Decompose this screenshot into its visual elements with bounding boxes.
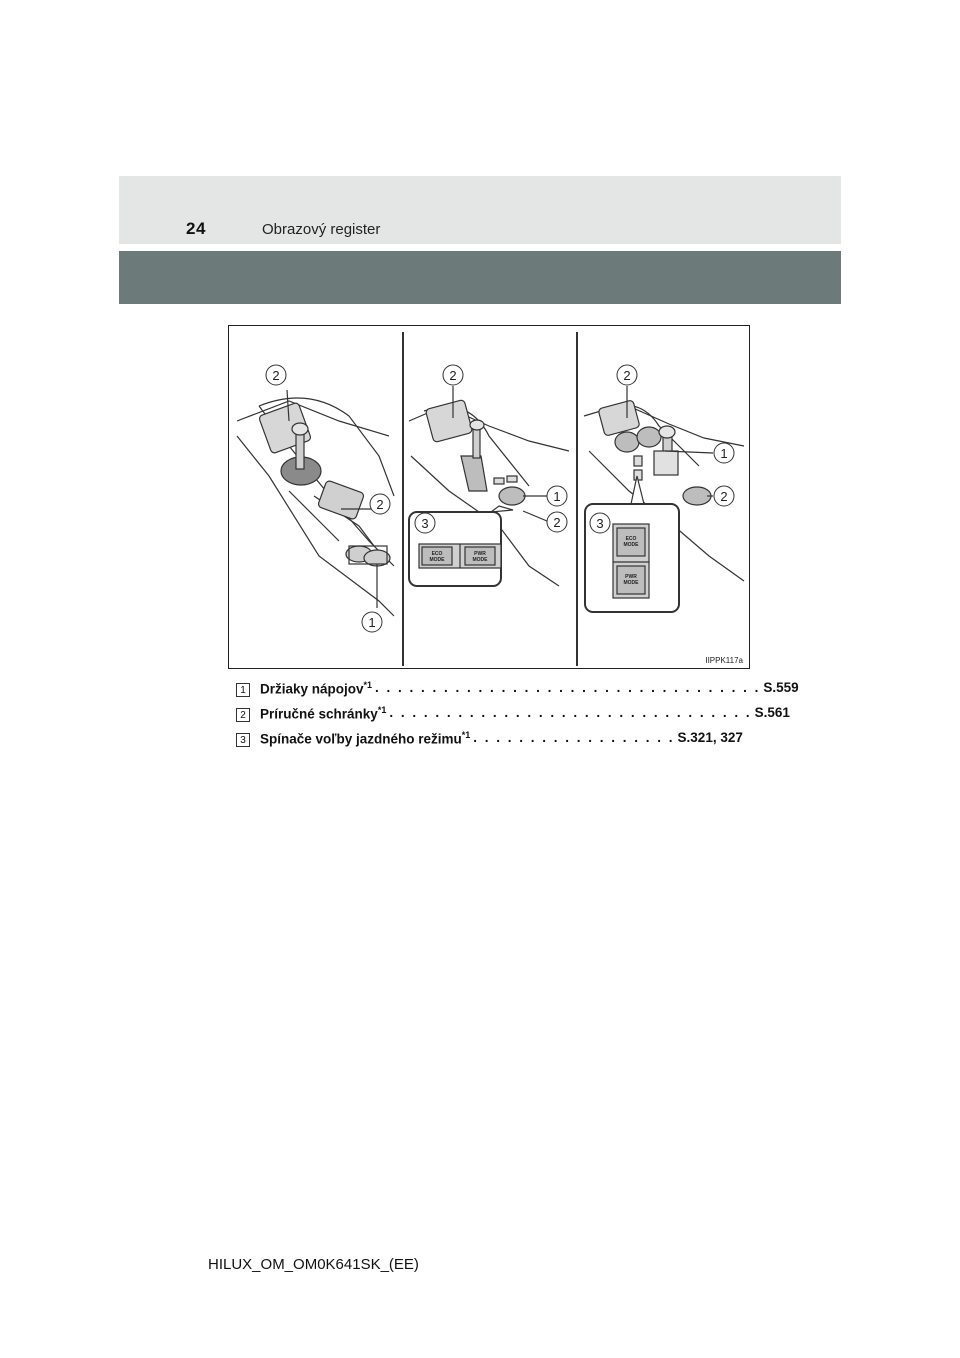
legend-note: *1 bbox=[363, 680, 373, 690]
callout-2b: 2 bbox=[376, 497, 384, 512]
legend-number: 3 bbox=[236, 733, 250, 747]
section-divider-bar bbox=[119, 251, 841, 304]
eco-switch-label-v: ECO bbox=[625, 536, 637, 542]
header-band bbox=[119, 176, 841, 244]
figure-legend bbox=[236, 680, 799, 755]
eco-mode-label: MODE bbox=[429, 557, 445, 563]
eco-switch-label: ECO bbox=[431, 551, 443, 557]
legend-dots: . . . . . . . . . . . . . . . . . . . . . . . . . . . . . . . . bbox=[389, 705, 752, 720]
legend-number: 1 bbox=[236, 683, 250, 697]
figure-code: IIPPK117a bbox=[705, 656, 743, 665]
callout-2c: 2 bbox=[449, 368, 457, 383]
callout-2f: 2 bbox=[720, 489, 728, 504]
callout-2a: 2 bbox=[272, 368, 280, 383]
callout-2d: 2 bbox=[553, 515, 561, 530]
legend-row bbox=[236, 680, 799, 705]
legend-page-ref: S.559 bbox=[763, 680, 799, 695]
legend-dots: . . . . . . . . . . . . . . . . . . . . . . . . . . . . . . . . . . bbox=[375, 680, 761, 695]
console-illustration bbox=[228, 325, 750, 669]
page-number: 24 bbox=[186, 219, 206, 238]
legend-label: Spínače voľby jazdného režimu bbox=[260, 731, 462, 747]
pwr-mode-label: MODE bbox=[472, 557, 488, 563]
callout-3b: 3 bbox=[596, 516, 604, 531]
pwr-switch-label-v: PWR bbox=[625, 574, 637, 580]
pwr-switch-label: PWR bbox=[474, 551, 486, 557]
legend-note: *1 bbox=[461, 730, 471, 740]
legend-row bbox=[236, 730, 743, 755]
eco-mode-label-v: MODE bbox=[623, 542, 639, 548]
legend-number: 2 bbox=[236, 708, 250, 722]
callout-3a: 3 bbox=[421, 516, 429, 531]
legend-page-ref: S.561 bbox=[754, 705, 790, 720]
legend-page-ref: S.321, 327 bbox=[677, 730, 743, 745]
legend-label: Držiaky nápojov bbox=[260, 681, 364, 697]
pwr-mode-label-v: MODE bbox=[623, 580, 639, 586]
callout-1a: 1 bbox=[368, 615, 376, 630]
callout-1c: 1 bbox=[720, 446, 728, 461]
legend-row bbox=[236, 705, 790, 730]
callout-1b: 1 bbox=[553, 489, 561, 504]
callout-2e: 2 bbox=[623, 368, 631, 383]
legend-note: *1 bbox=[377, 705, 387, 715]
legend-dots: . . . . . . . . . . . . . . . . . . bbox=[473, 730, 675, 745]
document-code: HILUX_OM_OM0K641SK_(EE) bbox=[208, 1256, 419, 1273]
legend-label: Príručné schránky bbox=[260, 706, 378, 722]
section-title: Obrazový register bbox=[262, 221, 381, 238]
console-drawing bbox=[229, 326, 751, 670]
